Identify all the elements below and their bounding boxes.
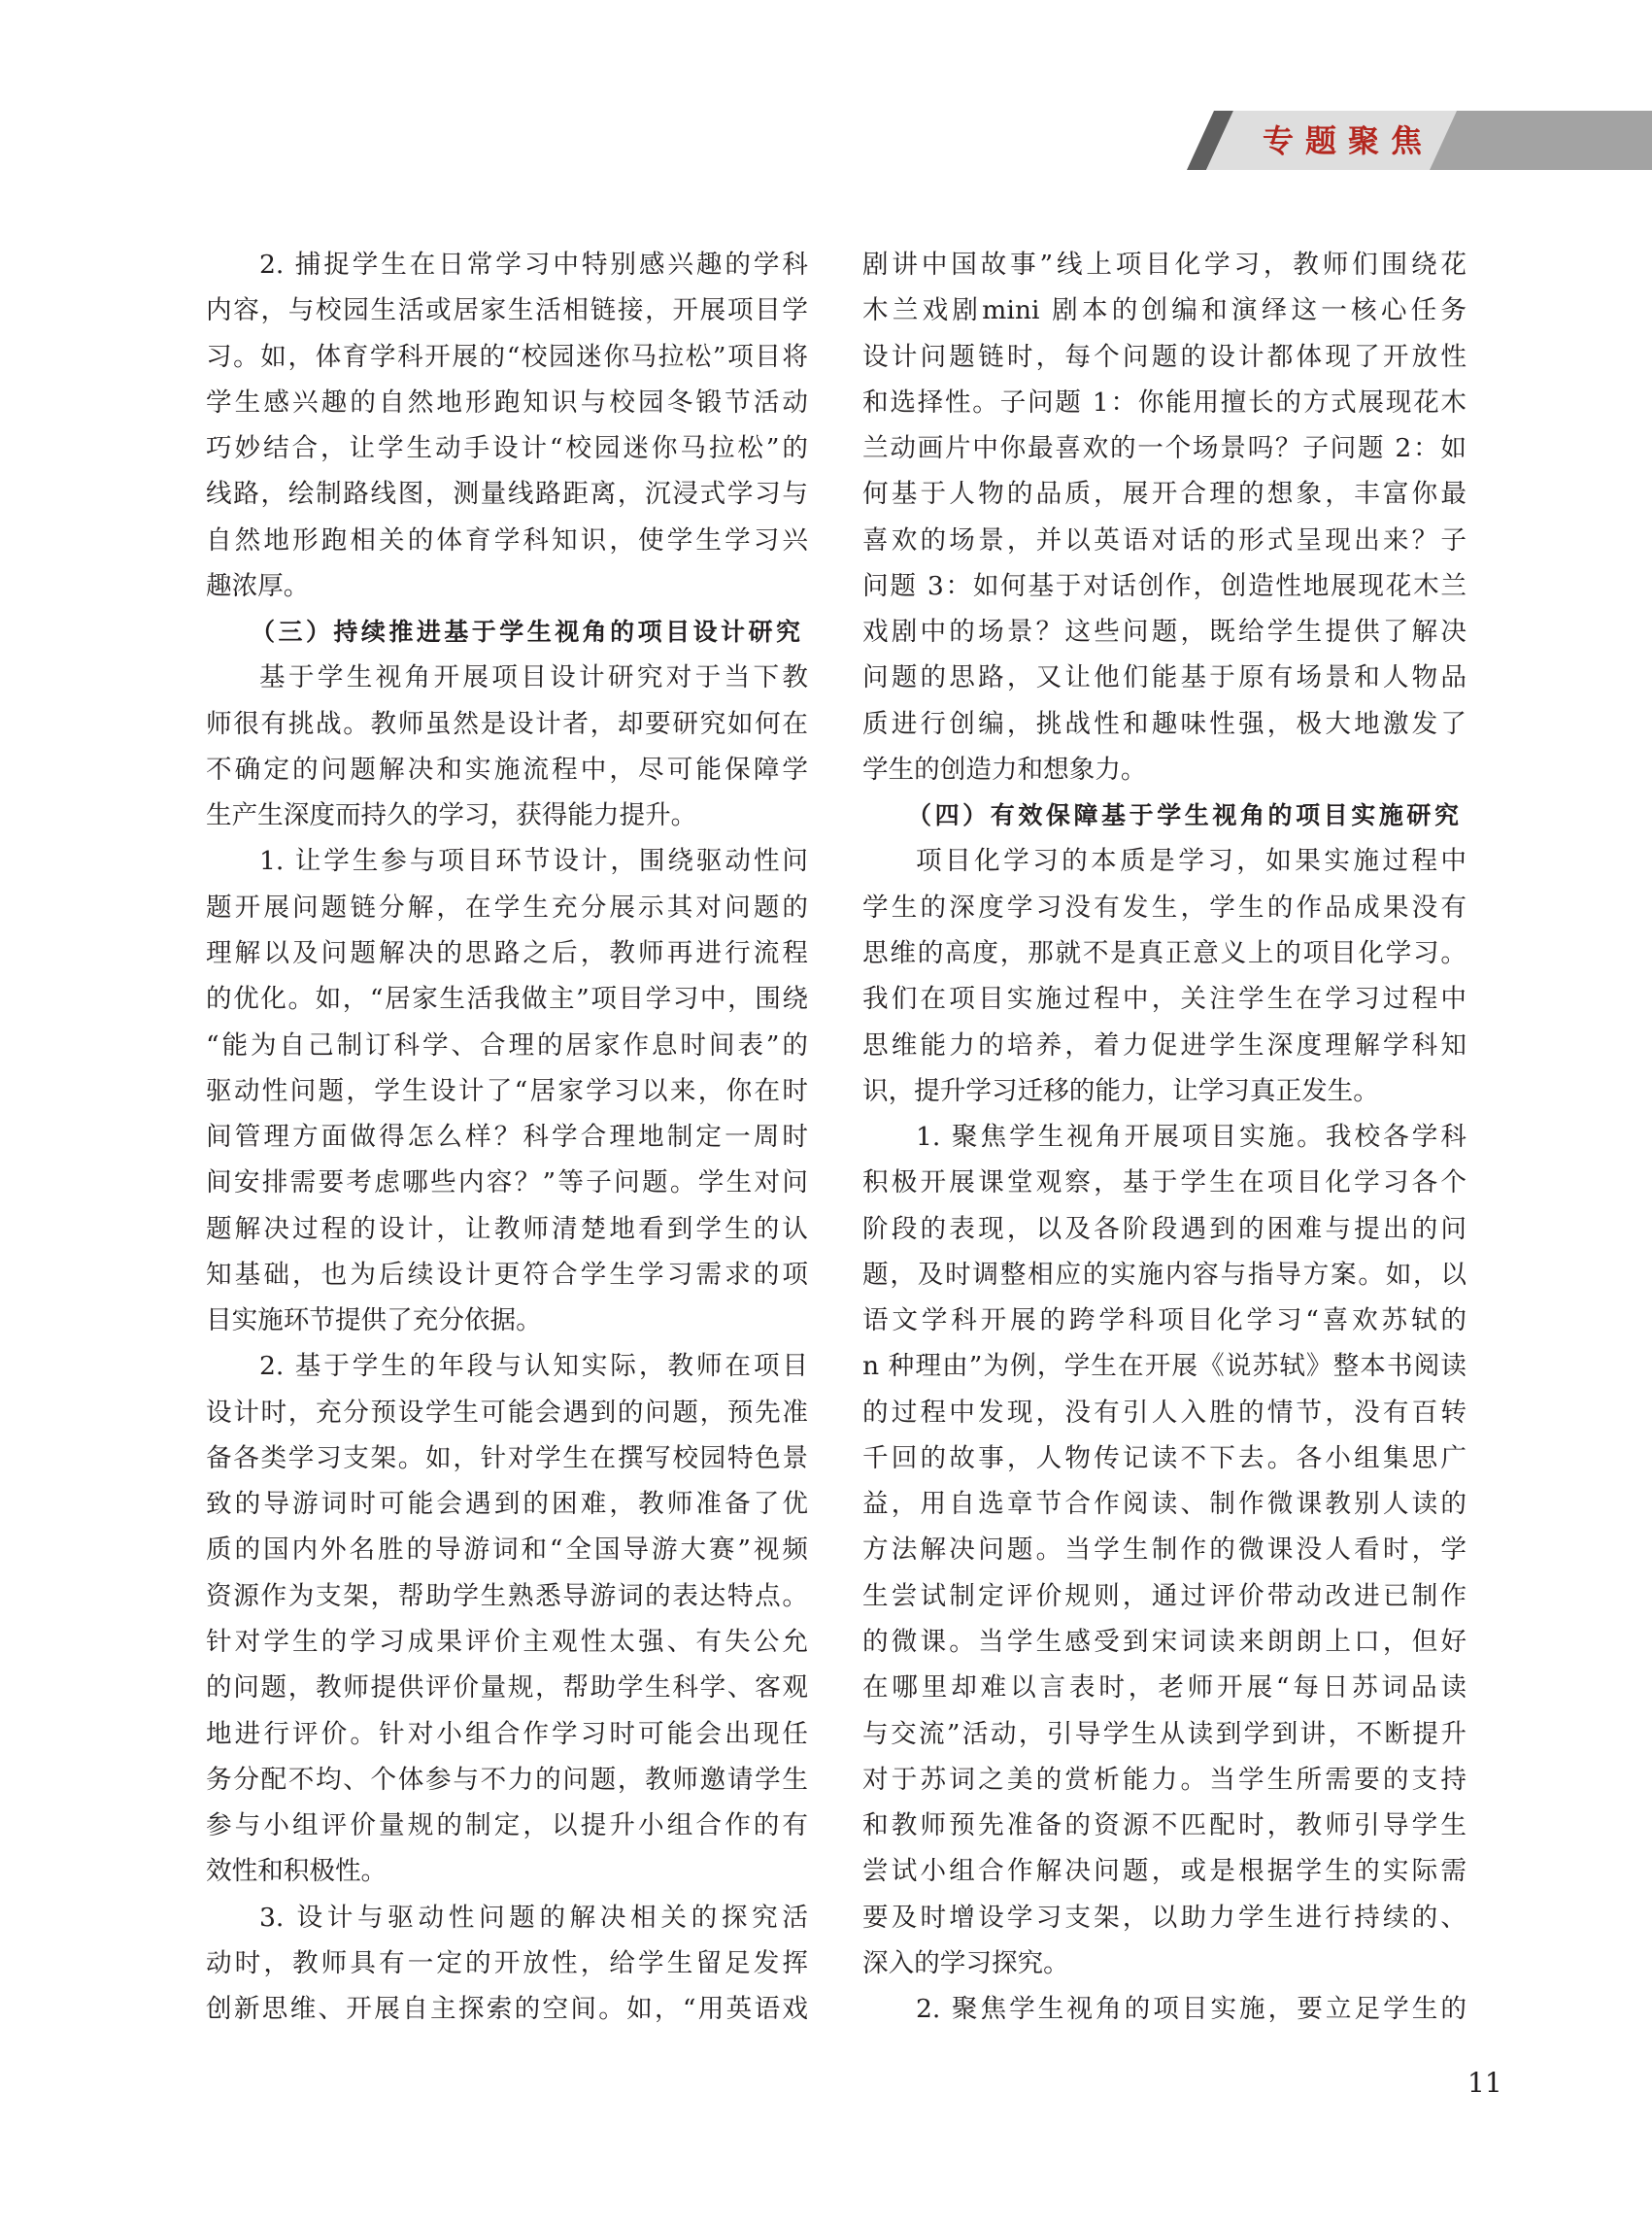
text-line: 的过程中发现，没有引人入胜的情节，没有百转	[862, 1397, 1467, 1428]
text-line: 生尝试制定评价规则，通过评价带动改进已制作	[862, 1580, 1467, 1611]
text-line: 内容，与校园生活或居家生活相链接，开展项目学	[206, 295, 808, 326]
paragraph	[206, 242, 808, 609]
text-line: 和选择性。子问题 1：你能用擅长的方式展现花木	[862, 387, 1467, 418]
text-line: 备各类学习支架。如，针对学生在撰写校园特色景	[206, 1442, 808, 1473]
paragraph	[206, 838, 808, 1343]
right-column	[862, 242, 1467, 2032]
text-line: 动时，教师具有一定的开放性，给学生留足发挥	[206, 1947, 808, 1978]
paragraph	[206, 655, 808, 838]
text-line: 剧讲中国故事”线上项目化学习，教师们围绕花	[862, 250, 1467, 280]
text-line: 益，用自选章节合作阅读、制作微课教别人读的	[862, 1489, 1467, 1520]
text-line: 题开展问题链分解，在学生充分展示其对问题的	[206, 892, 808, 923]
text-line: 对于苏词之美的赏析能力。当学生所需要的支持	[862, 1764, 1467, 1795]
text-line: 趣浓厚。	[206, 570, 310, 601]
text-line: 1. 聚焦学生视角开展项目实施。我校各学科	[916, 1122, 1467, 1153]
text-line: 我们在项目实施过程中，关注学生在学习过程中	[862, 984, 1467, 1015]
text-line: 何基于人物的品质，展开合理的想象，丰富你最	[862, 479, 1467, 510]
page-number: 11	[1467, 2067, 1502, 2099]
text-line: 设计问题链时，每个问题的设计都体现了开放性	[862, 341, 1467, 372]
text-line: 创新思维、开展自主探索的空间。如，“用英语戏	[206, 1994, 808, 2025]
text-line: 阶段的表现，以及各阶段遇到的困难与提出的问	[862, 1213, 1467, 1244]
section-heading: （四）有效保障基于学生视角的项目实施研究	[907, 801, 1459, 830]
banner-tail	[1430, 111, 1652, 170]
text-line: n 种理由”为例，学生在开展《说苏轼》整本书阅读	[862, 1351, 1467, 1382]
text-line: 目实施环节提供了充分依据。	[206, 1305, 542, 1336]
text-line: 项目化学习的本质是学习，如果实施过程中	[916, 846, 1467, 877]
text-line: 3. 设计与驱动性问题的解决相关的探究活	[259, 1902, 808, 1933]
text-line: 2. 聚焦学生视角的项目实施，要立足学生的	[916, 1994, 1467, 2025]
text-line: 资源作为支架，帮助学生熟悉导游词的表达特点。	[206, 1580, 808, 1611]
text-line: 题，及时调整相应的实施内容与指导方案。如，以	[862, 1259, 1467, 1290]
text-line: 积极开展课堂观察，基于学生在项目化学习各个	[862, 1167, 1467, 1198]
text-line: 思维能力的培养，着力促进学生深度理解学科知	[862, 1029, 1467, 1061]
text-line: 2. 捕捉学生在日常学习中特别感兴趣的学科	[259, 250, 808, 280]
paragraph	[206, 1895, 808, 2033]
text-line: 学生感兴趣的自然地形跑知识与校园冬锻节活动	[206, 387, 808, 418]
text-line: 务分配不均、个体参与不力的问题，教师邀请学生	[206, 1764, 808, 1795]
text-line: 致的导游词时可能会遇到的困难，教师准备了优	[206, 1489, 808, 1520]
text-line: 间管理方面做得怎么样？科学合理地制定一周时	[206, 1122, 808, 1153]
text-line: 问题的思路，又让他们能基于原有场景和人物品	[862, 662, 1467, 693]
paragraph	[206, 1343, 808, 1894]
paragraph	[862, 242, 1467, 793]
paragraph	[862, 1114, 1467, 1986]
text-line: 基于学生视角开展项目设计研究对于当下教	[259, 662, 808, 693]
text-line: 参与小组评价量规的制定，以提升小组合作的有	[206, 1810, 808, 1841]
paragraph	[862, 838, 1467, 1114]
text-line: 2. 基于学生的年段与认知实际，教师在项目	[259, 1351, 808, 1382]
text-line: “能为自己制订科学、合理的居家作息时间表”的	[206, 1029, 808, 1061]
text-line: 的问题，教师提供评价量规，帮助学生科学、客观	[206, 1672, 808, 1703]
text-line: 间安排需要考虑哪些内容？”等子问题。学生对问	[206, 1167, 808, 1198]
text-line: 驱动性问题，学生设计了“居家学习以来，你在时	[206, 1075, 808, 1106]
text-line: 质的国内外名胜的导游词和“全国导游大赛”视频	[206, 1535, 808, 1566]
text-line: 深入的学习探究。	[862, 1947, 1069, 1978]
text-line: 在哪里却难以言表时，老师开展“每日苏词品读	[862, 1672, 1467, 1703]
text-line: 线路，绘制路线图，测量线路距离，沉浸式学习与	[206, 479, 808, 510]
text-line: 的优化。如，“居家生活我做主”项目学习中，围绕	[206, 984, 808, 1015]
text-line: 学生的深度学习没有发生，学生的作品成果没有	[862, 892, 1467, 923]
left-column	[206, 242, 808, 2032]
text-line: 生产生深度而持久的学习，获得能力提升。	[206, 800, 697, 831]
text-line: 习。如，体育学科开展的“校园迷你马拉松”项目将	[206, 341, 808, 372]
text-line: 识，提升学习迁移的能力，让学习真正发生。	[862, 1075, 1379, 1106]
text-line: 学生的创造力和想象力。	[862, 754, 1147, 785]
text-line: 木兰戏剧mini 剧本的创编和演绎这一核心任务	[862, 295, 1467, 326]
text-line: 针对学生的学习成果评价主观性太强、有失公允	[206, 1626, 808, 1657]
text-line: 方法解决问题。当学生制作的微课没人看时，学	[862, 1535, 1467, 1566]
text-line: 知基础，也为后续设计更符合学生学习需求的项	[206, 1259, 808, 1290]
text-line: 问题 3：如何基于对话创作，创造性地展现花木兰	[862, 570, 1467, 601]
section-label: 专题聚焦	[1263, 122, 1434, 159]
text-line: 理解以及问题解决的思路之后，教师再进行流程	[206, 937, 808, 968]
text-line: 兰动画片中你最喜欢的一个场景吗？子问题 2：如	[862, 433, 1467, 464]
text-line: 设计时，充分预设学生可能会遇到的问题，预先准	[206, 1397, 808, 1428]
paragraph	[862, 1986, 1467, 2032]
text-line: 效性和积极性。	[206, 1856, 388, 1887]
text-line: 思维的高度，那就不是真正意义上的项目化学习。	[862, 937, 1467, 968]
text-line: 和教师预先准备的资源不匹配时，教师引导学生	[862, 1810, 1467, 1841]
text-line: 自然地形跑相关的体育学科知识，使学生学习兴	[206, 524, 808, 556]
section-heading: （三）持续推进基于学生视角的项目设计研究	[251, 618, 800, 647]
text-line: 地进行评价。针对小组合作学习时可能会出现任	[206, 1718, 808, 1749]
text-line: 不确定的问题解决和实施流程中，尽可能保障学	[206, 754, 808, 785]
text-line: 1. 让学生参与项目环节设计，围绕驱动性问	[259, 846, 808, 877]
text-line: 质进行创编，挑战性和趣味性强，极大地激发了	[862, 708, 1467, 739]
text-line: 语文学科开展的跨学科项目化学习“喜欢苏轼的	[862, 1305, 1467, 1336]
text-line: 的微课。当学生感受到宋词读来朗朗上口，但好	[862, 1626, 1467, 1657]
text-line: 巧妙结合，让学生动手设计“校园迷你马拉松”的	[206, 433, 808, 464]
text-line: 师很有挑战。教师虽然是设计者，却要研究如何在	[206, 708, 808, 739]
text-line: 尝试小组合作解决问题，或是根据学生的实际需	[862, 1856, 1467, 1887]
text-line: 要及时增设学习支架，以助力学生进行持续的、	[862, 1902, 1467, 1933]
text-line: 与交流”活动，引导学生从读到学到讲，不断提升	[862, 1718, 1467, 1749]
text-line: 题解决过程的设计，让教师清楚地看到学生的认	[206, 1213, 808, 1244]
text-line: 戏剧中的场景？这些问题，既给学生提供了解决	[862, 617, 1467, 648]
text-line: 千回的故事，人物传记读不下去。各小组集思广	[862, 1442, 1467, 1473]
text-line: 喜欢的场景，并以英语对话的形式呈现出来？子	[862, 524, 1467, 556]
